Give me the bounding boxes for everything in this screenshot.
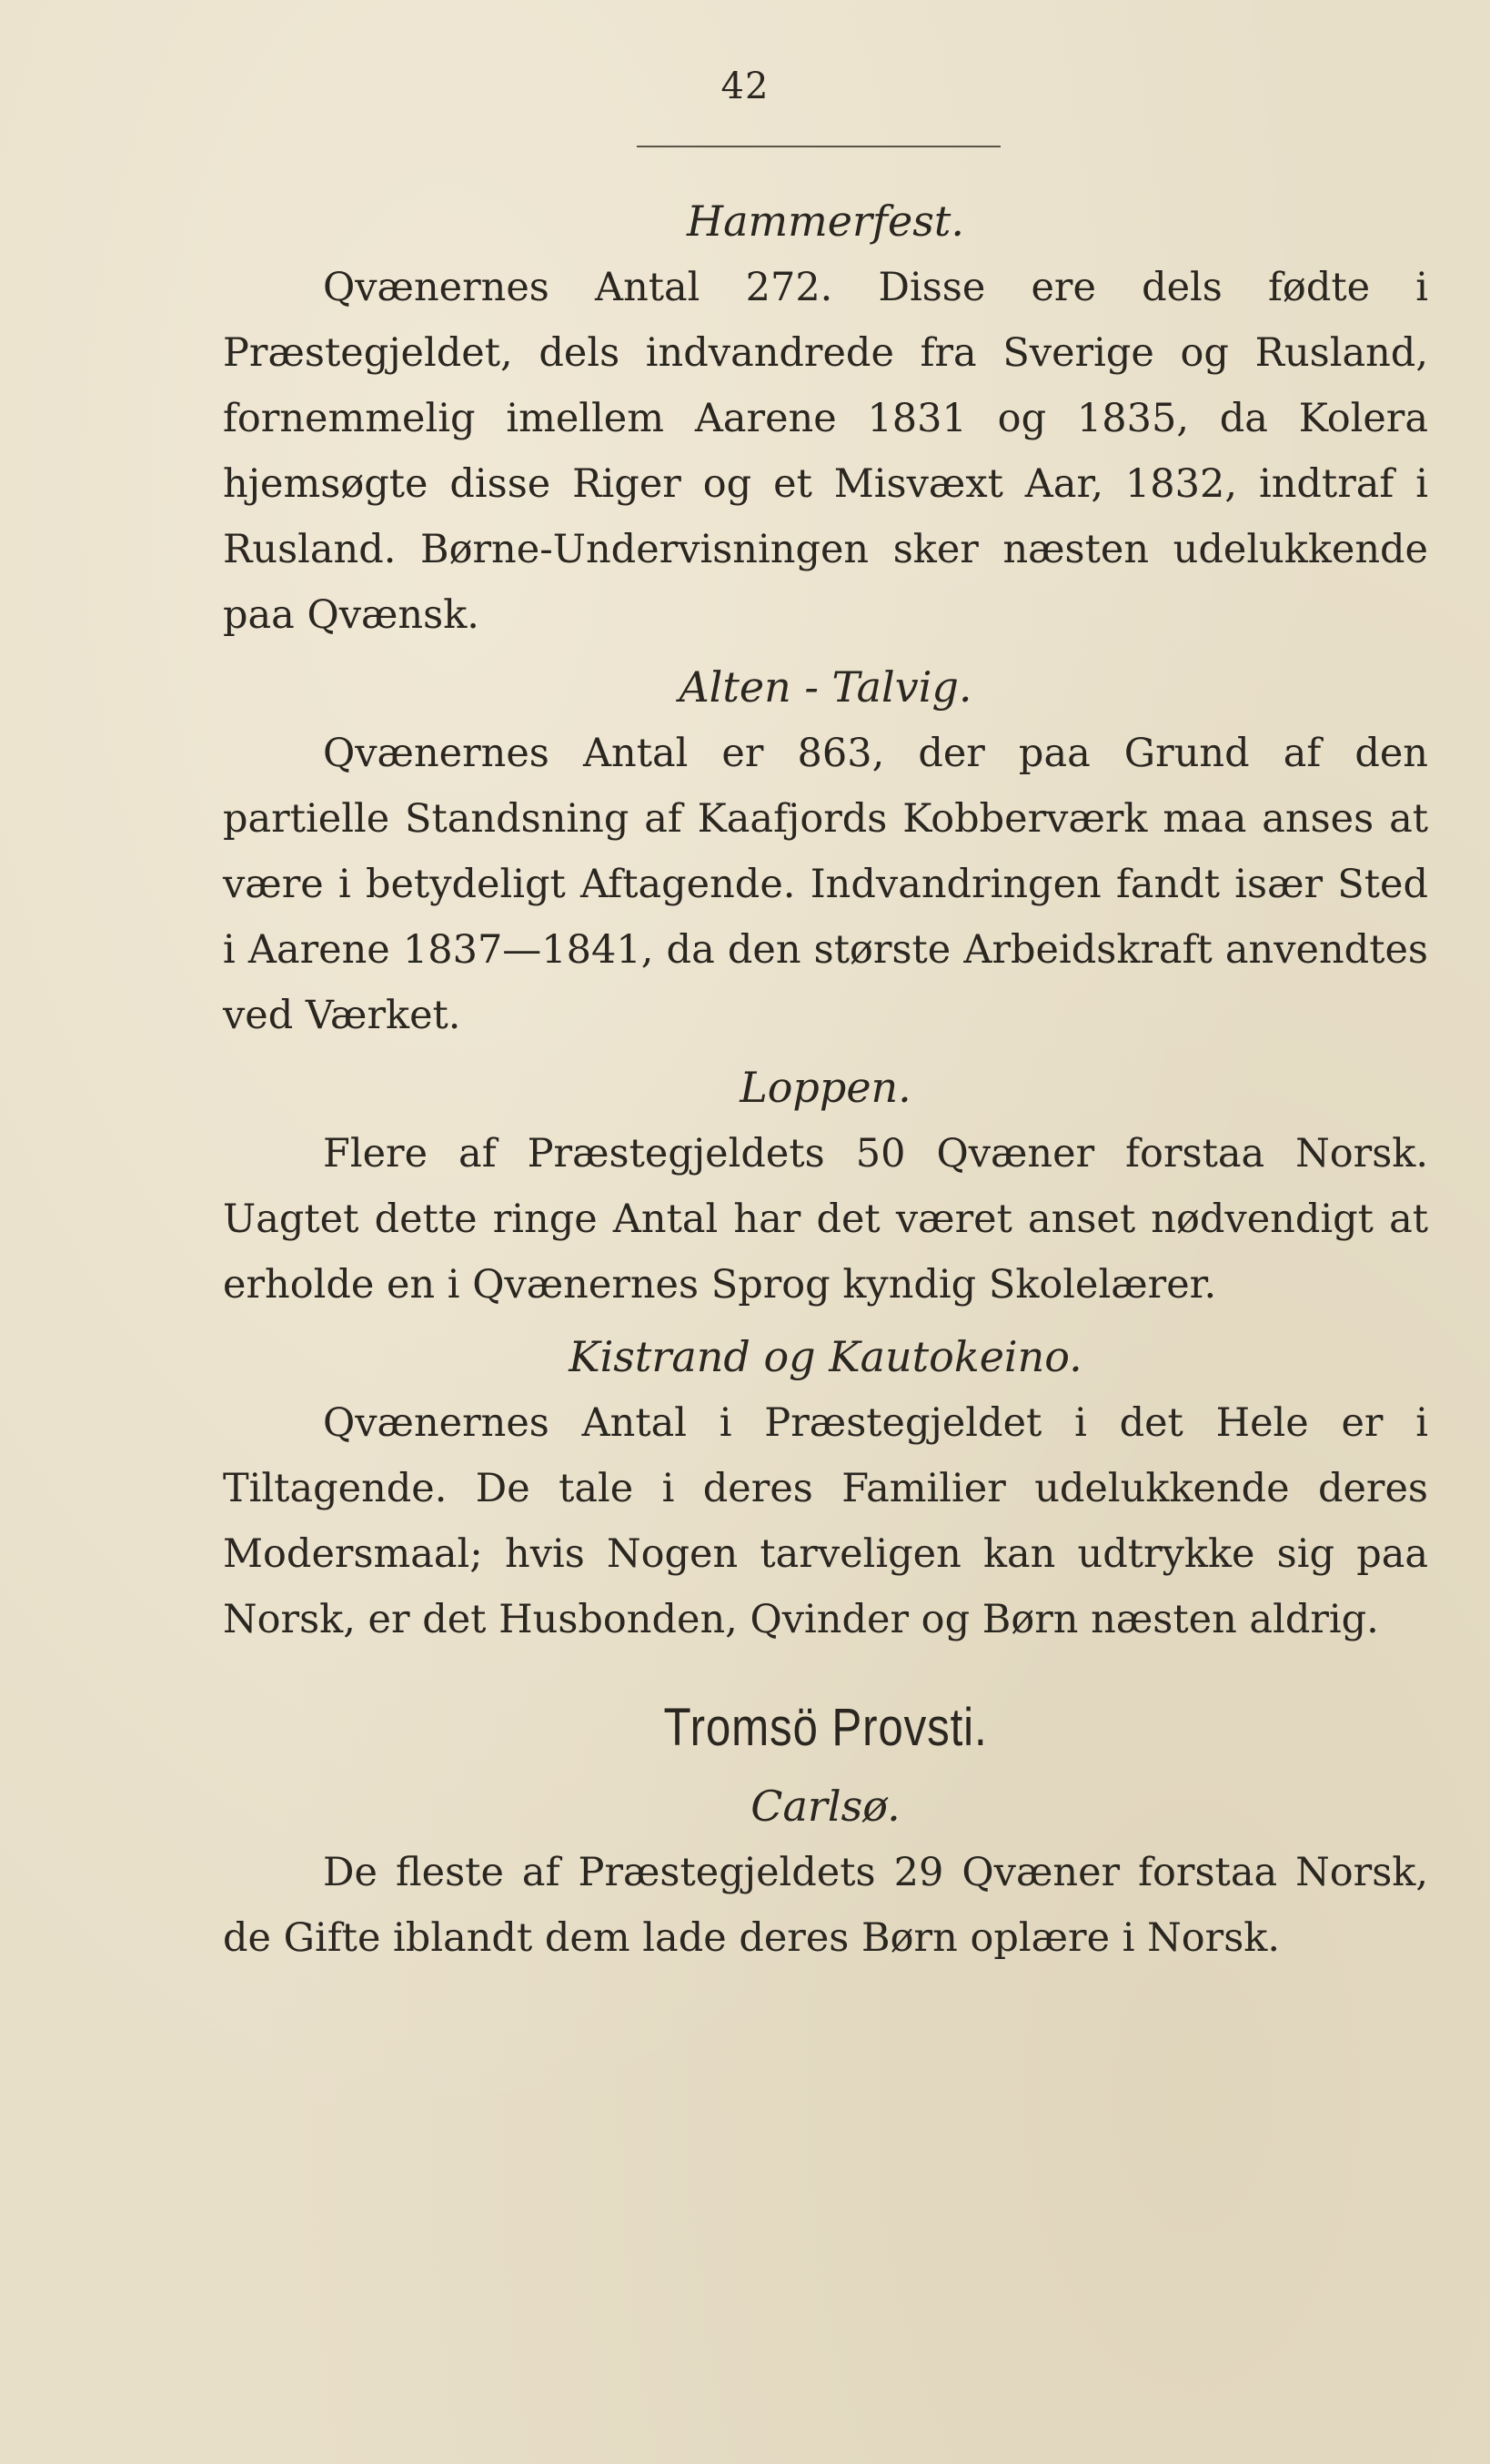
heading-loppen: Loppen. (740, 1063, 911, 1112)
page-body (223, 191, 1428, 1971)
heading-alten-talvig: Alten - Talvig. (679, 662, 972, 712)
header-rule (637, 146, 1001, 147)
paragraph-carlso: De fleste af Præstegjeldets 29 Qvæner forstaa Norsk, de Gifte iblandt dem lade deres Børn oplære i Norsk. (223, 1850, 1428, 1961)
paragraph-hammerfest: Qvænernes Antal 272. Disse ere dels fødte i Præstegjeldet, dels indvandrede fra Sverige og Rusland, fornemmelig imellem Aarene 1831 og 1835, da Kolera hjemsøgte disse Riger og et Misvæxt Aar, 1832, indtraf i Rusland. Børne-Undervisningen sker næsten udelukkende paa Qvænsk. (223, 265, 1428, 638)
page-number: 42 (720, 66, 770, 107)
paragraph-kistrand-kautokeino: Qvænernes Antal i Præstegjeldet i det Hele er i Tiltagende. De tale i deres Familier udelukkende deres Modersmaal; hvis Nogen tarveligen kan udtrykke sig paa Norsk, er det Husbonden, Qvinder og Børn næsten aldrig. (223, 1400, 1428, 1642)
heading-hammerfest: Hammerfest. (687, 197, 964, 246)
section-title-tromso-provsti: Tromsö Provsti. (663, 1698, 988, 1757)
heading-carlso: Carlsø. (750, 1782, 901, 1831)
heading-kistrand-kautokeino: Kistrand og Kautokeino. (569, 1332, 1082, 1381)
paragraph-alten-talvig: Qvænernes Antal er 863, der paa Grund af den partielle Standsning af Kaafjords Kobberværk maa anses at være i betydeligt Aftagende. Indvandringen fandt især Sted i Aarene 1837—1841, da den største Arbeidskraft anvendtes ved Værket. (223, 731, 1428, 1038)
paragraph-loppen: Flere af Præstegjeldets 50 Qvæner forstaa Norsk. Uagtet dette ringe Antal har det været anset nødvendigt at erholde en i Qvænernes Sprog kyndig Skolelærer. (223, 1131, 1428, 1308)
